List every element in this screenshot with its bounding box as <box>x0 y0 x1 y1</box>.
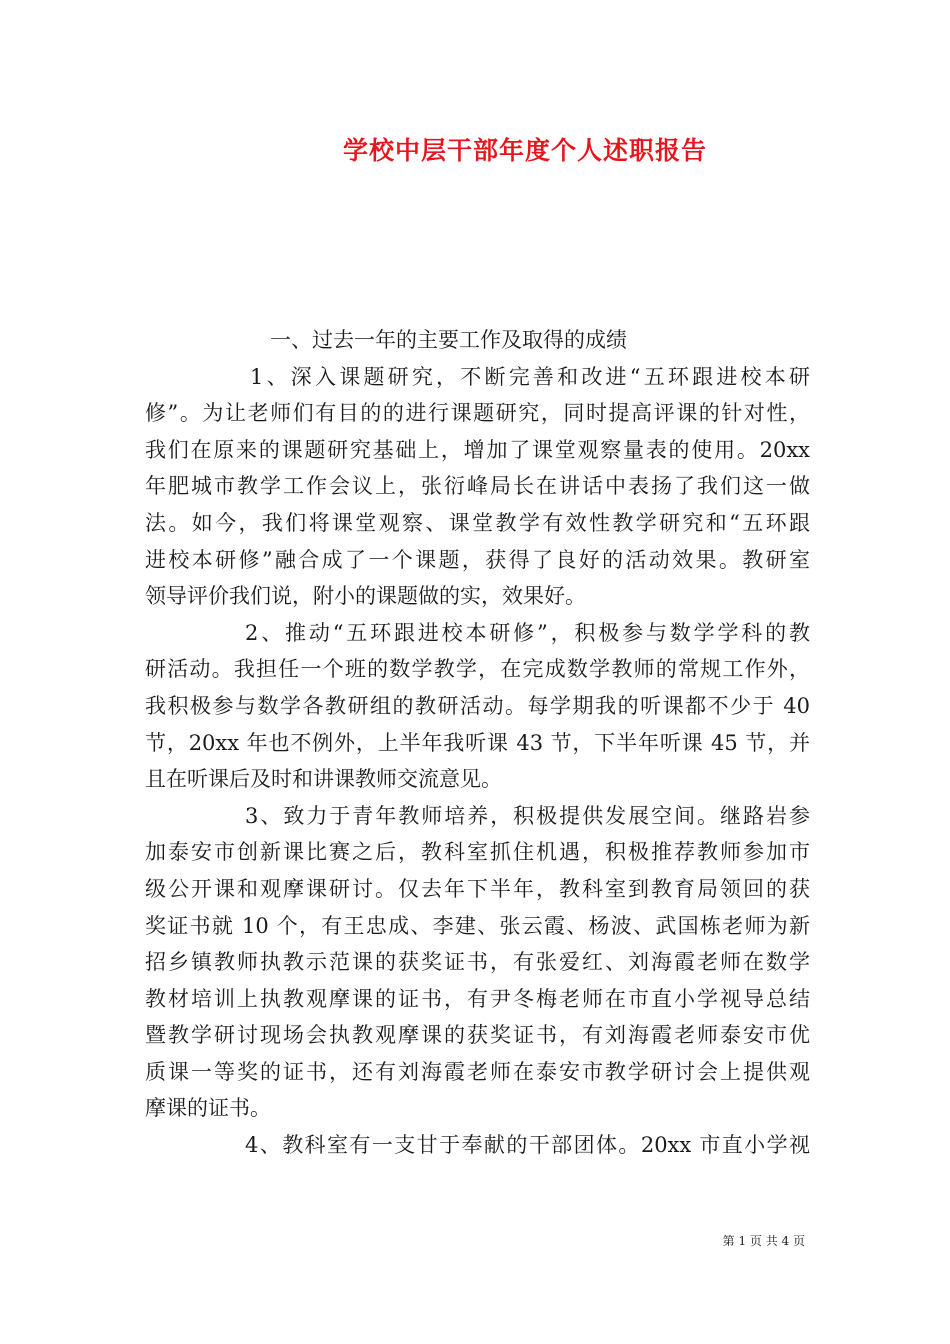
paragraph-2-line-3: 我积极参与数学各教研组的教研活动。每学期我的听课都不少于 40 <box>145 693 810 718</box>
paragraph-2-line-4: 节，20xx 年也不例外，上半年我听课 43 节，下半年听课 45 节，并 <box>145 730 810 755</box>
paragraph-1-line-2: 修”。为让老师们有目的的进行课题研究，同时提高评课的针对性， <box>145 401 810 426</box>
paragraph-4-line-1: 4、教科室有一支甘于奉献的干部团体。20xx 市直小学视 <box>245 1133 810 1158</box>
paragraph-2-line-2: 研活动。我担任一个班的数学教学，在完成数学教师的常规工作外， <box>145 657 810 682</box>
page-footer: 第 1 页 共 4 页 <box>722 1234 805 1248</box>
paragraph-3-line-9: 摩课的证书。 <box>145 1096 271 1121</box>
paragraph-3-line-6: 教材培训上执教观摩课的证书，有尹冬梅老师在市直小学视导总结 <box>145 986 810 1011</box>
paragraph-1-line-3: 我们在原来的课题研究基础上，增加了课堂观察量表的使用。20xx <box>145 437 810 462</box>
paragraph-3-line-8: 质课一等奖的证书，还有刘海霞老师在泰安市教学研讨会上提供观 <box>145 1059 810 1084</box>
document-body <box>145 322 810 1164</box>
paragraph-1-line-6: 进校本研修”融合成了一个课题，获得了良好的活动效果。教研室 <box>145 547 810 572</box>
paragraph-3-line-1: 3、致力于青年教师培养，积极提供发展空间。继路岩参 <box>245 803 810 828</box>
paragraph-1-line-5: 法。如今，我们将课堂观察、课堂教学有效性教学研究和“五环跟 <box>145 510 810 535</box>
paragraph-3-line-3: 级公开课和观摩课研讨。仅去年下半年，教科室到教育局领回的获 <box>145 876 810 901</box>
paragraph-1-line-1: 1、深入课题研究，不断完善和改进“五环跟进校本研 <box>250 364 810 389</box>
section-heading: 一、过去一年的主要工作及取得的成绩 <box>270 328 627 352</box>
document-title: 学校中层干部年度个人述职报告 <box>342 136 707 165</box>
paragraph-2-line-1: 2、推动“五环跟进校本研修”，积极参与数学学科的教 <box>245 620 810 645</box>
paragraph-1-line-4: 年肥城市教学工作会议上，张衍峰局长在讲话中表扬了我们这一做 <box>145 474 810 499</box>
paragraph-2-line-5: 且在听课后及时和讲课教师交流意见。 <box>145 767 502 792</box>
paragraph-3-line-7: 暨教学研讨现场会执教观摩课的获奖证书，有刘海霞老师泰安市优 <box>145 1023 810 1048</box>
paragraph-3-line-4: 奖证书就 10 个，有王忠成、李建、张云霞、杨波、武国栋老师为新 <box>145 913 810 938</box>
paragraph-1-line-7: 领导评价我们说，附小的课题做的实，效果好。 <box>145 584 586 609</box>
paragraph-3-line-5: 招乡镇教师执教示范课的获奖证书，有张爱红、刘海霞老师在数学 <box>145 950 810 975</box>
paragraph-3-line-2: 加泰安市创新课比赛之后，教科室抓住机遇，积极推荐教师参加市 <box>145 840 810 865</box>
